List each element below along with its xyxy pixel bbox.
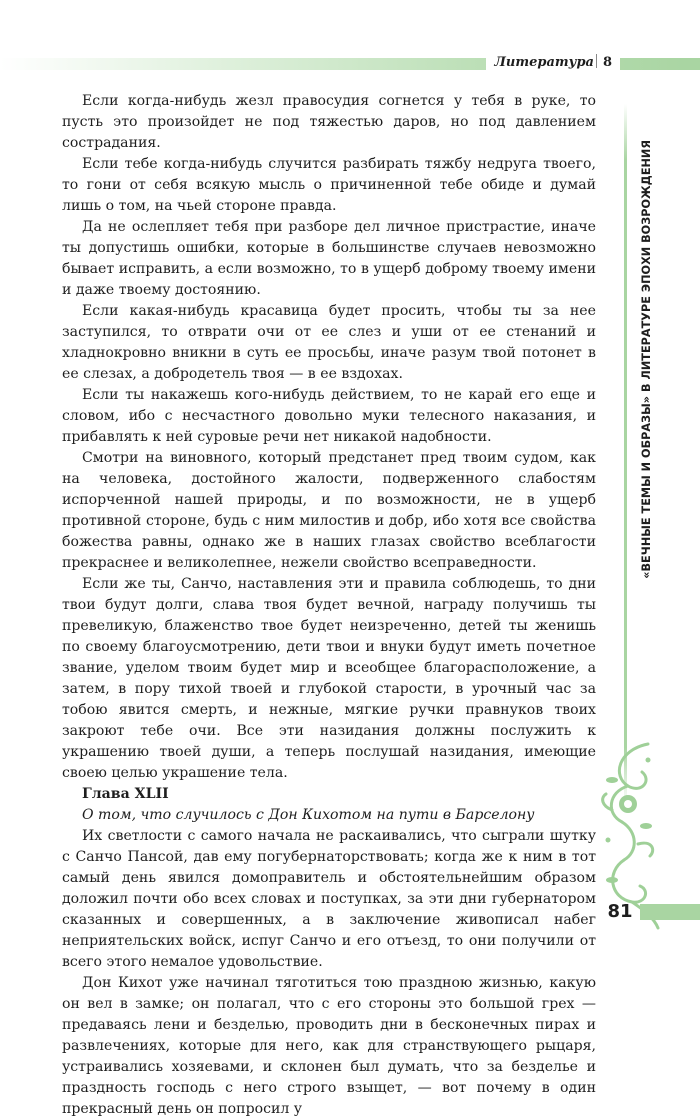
paragraph: Если когда-нибудь жезл правосудия согнется у тебя в руке, то пусть это произойдет не под тяжестью даров, но под давлением сострадания. bbox=[62, 93, 596, 151]
paragraph: Если тебе когда-нибудь случится разбирать тяжбу недруга твоего, то гони от себя всякую мысль о причиненной тебе обиде и думай лишь о том, на чьей стороне правда. bbox=[62, 156, 596, 214]
paragraph: Смотри на виновного, который предстанет пред твоим судом, как на человека, достойного жалости, подверженного слабостям испорченной нашей природы, и по возможности, не в ущерб противной стороне, будь с ним милостив и добр, ибо хотя все свойства божества равны, однако же в наших глазах свойство всеблагости прекраснее и великолепнее, нежели свойство всеправедности. bbox=[62, 450, 596, 571]
side-rule bbox=[624, 104, 627, 804]
page-body bbox=[62, 91, 596, 1120]
paragraph: Если ты накажешь кого-нибудь действием, то не карай его еще и словом, ибо с несчастного довольно муки телесного наказания, и прибавлять к ней суровые речи нет никакой надобности. bbox=[62, 387, 596, 445]
header-divider bbox=[596, 54, 597, 68]
grade-number: 8 bbox=[602, 55, 612, 70]
paragraph: Дон Кихот уже начинал тяготиться тою праздною жизнью, какую он вел в замке; он полагал, что с его стороны это большой грех — предаваясь лени и безделью, проводить дни в бесконечных пирах и развлечениях, которые для него, как для странствующего рыцаря, устраивались хозяевами, и склонен был думать, что за безделье и праздность господь с него строго взыщет, — вот почему в один прекрасный день он попросил у bbox=[62, 975, 596, 1117]
paragraph: Если какая-нибудь красавица будет просить, чтобы ты за нее заступился, то отврати очи от ее слез и уши от ее стенаний и хладнокровно вникни в суть ее просьбы, иначе разум твой потонет в ее слезах, а добродетель твоя — в ее вздохах. bbox=[62, 303, 596, 382]
chapter-subtitle: О том, что случилось с Дон Кихотом на пути в Барселону bbox=[82, 807, 535, 823]
paragraph: Их светлости с самого начала не раскаивались, что сыграли шутку с Санчо Пансой, дав ему погубернаторствовать; когда же к ним в тот самый день явился домоправитель и обстоятельнейшим образом доложил почти обо всех словах и поступках, за эти дни губернатором сказанных и совершенных, а в заключение живописал набег неприятельских войск, испуг Санчо и его отъезд, то они получили от всего этого немалое удовольствие. bbox=[62, 828, 596, 970]
page-number-band bbox=[640, 904, 700, 920]
paragraph: Да не ослепляет тебя при разборе дел личное пристрастие, иначе ты допустишь ошибки, которые в большинстве случаев невозможно бывает исправить, а если возможно, то в ущерб доброму твоему имени и даже твоему достоянию. bbox=[62, 219, 596, 298]
running-head bbox=[486, 52, 620, 74]
side-caption: «ВЕЧНЫЕ ТЕМЫ И ОБРАЗЫ» В ЛИТЕРАТУРЕ ЭПОХИ ВОЗРОЖДЕНИЯ bbox=[640, 140, 653, 579]
section-title: Литература bbox=[494, 55, 594, 70]
page-number: 81 bbox=[607, 901, 633, 922]
paragraph: Если же ты, Санчо, наставления эти и правила соблюдешь, то дни твои будут долги, слава твоя будет вечной, награду получишь ты превеликую, блаженство твое будет неизреченно, детей ты женишь по своему благоусмотрению, дети твои и внуки будут иметь почетное звание, уделом твоим будет мир и всеобщее благорасположение, а затем, в пору тихой твоей и глубокой старости, в урочный час за тобою явится смерть, и нежные, мягкие ручки правнуков твоих закроют тебе очи. Все эти назидания должны послужить к украшению твоей души, а теперь послушай назидания, имеющие своею целью украшение тела. bbox=[62, 576, 596, 781]
chapter-title: Глава XLII bbox=[82, 786, 169, 802]
header-tab bbox=[680, 58, 700, 70]
